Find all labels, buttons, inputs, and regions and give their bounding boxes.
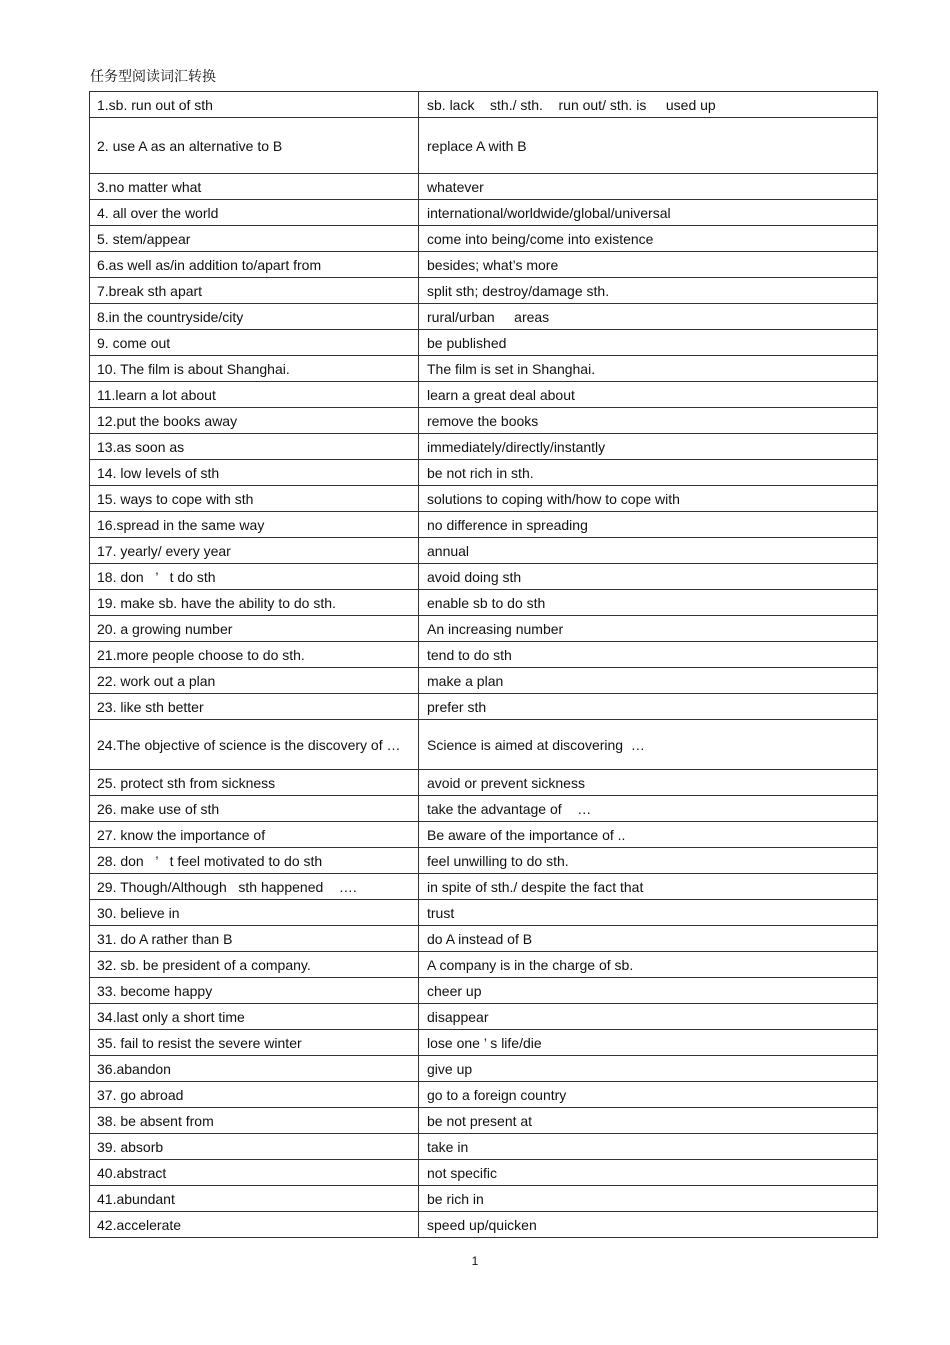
table-row: [90, 978, 878, 1004]
replacement-cell: take the advantage of …: [419, 796, 878, 822]
replacement-cell: sb. lack sth./ sth. run out/ sth. is used up: [419, 92, 878, 118]
replacement-cell: avoid doing sth: [419, 564, 878, 590]
table-row: [90, 770, 878, 796]
replacement-cell: do A instead of B: [419, 926, 878, 952]
phrase-cell: 34.last only a short time: [90, 1004, 419, 1030]
phrase-cell: 16.spread in the same way: [90, 512, 419, 538]
table-row: [90, 926, 878, 952]
replacement-cell: learn a great deal about: [419, 382, 878, 408]
phrase-cell: 4. all over the world: [90, 200, 419, 226]
replacement-cell: be published: [419, 330, 878, 356]
phrase-cell: 35. fail to resist the severe winter: [90, 1030, 419, 1056]
table-row: [90, 668, 878, 694]
table-row: [90, 1030, 878, 1056]
vocabulary-table: [89, 91, 878, 1238]
vocabulary-table-body: [90, 92, 878, 1238]
phrase-cell: 17. yearly/ every year: [90, 538, 419, 564]
phrase-cell: 28. don ’ t feel motivated to do sth: [90, 848, 419, 874]
table-row: [90, 1186, 878, 1212]
table-row: [90, 1160, 878, 1186]
replacement-cell: besides; what’s more: [419, 252, 878, 278]
replacement-cell: trust: [419, 900, 878, 926]
replacement-cell: lose one ’ s life/die: [419, 1030, 878, 1056]
phrase-cell: 13.as soon as: [90, 434, 419, 460]
replacement-cell: Be aware of the importance of ..: [419, 822, 878, 848]
phrase-cell: 8.in the countryside/city: [90, 304, 419, 330]
table-row: [90, 382, 878, 408]
replacement-cell: The film is set in Shanghai.: [419, 356, 878, 382]
table-row: [90, 460, 878, 486]
table-row: [90, 92, 878, 118]
replacement-cell: come into being/come into existence: [419, 226, 878, 252]
replacement-cell: enable sb to do sth: [419, 590, 878, 616]
replacement-cell: be not present at: [419, 1108, 878, 1134]
table-row: [90, 200, 878, 226]
table-row: [90, 304, 878, 330]
table-row: [90, 1134, 878, 1160]
replacement-cell: annual: [419, 538, 878, 564]
table-row: [90, 1108, 878, 1134]
table-row: [90, 900, 878, 926]
phrase-cell: 22. work out a plan: [90, 668, 419, 694]
table-row: [90, 434, 878, 460]
table-row: [90, 1212, 878, 1238]
replacement-cell: in spite of sth./ despite the fact that: [419, 874, 878, 900]
phrase-cell: 11.learn a lot about: [90, 382, 419, 408]
page-number: 1: [471, 1254, 479, 1268]
replacement-cell: avoid or prevent sickness: [419, 770, 878, 796]
phrase-cell: 7.break sth apart: [90, 278, 419, 304]
phrase-cell: 29. Though/Although sth happened ….: [90, 874, 419, 900]
phrase-cell: 3.no matter what: [90, 174, 419, 200]
replacement-cell: speed up/quicken: [419, 1212, 878, 1238]
table-row: [90, 564, 878, 590]
replacement-cell: take in: [419, 1134, 878, 1160]
phrase-cell: 15. ways to cope with sth: [90, 486, 419, 512]
table-row: [90, 278, 878, 304]
phrase-cell: 5. stem/appear: [90, 226, 419, 252]
table-row: [90, 330, 878, 356]
replacement-cell: whatever: [419, 174, 878, 200]
table-row: [90, 118, 878, 174]
phrase-cell: 38. be absent from: [90, 1108, 419, 1134]
replacement-cell: Science is aimed at discovering …: [419, 720, 878, 770]
replacement-cell: tend to do sth: [419, 642, 878, 668]
table-row: [90, 408, 878, 434]
phrase-cell: 20. a growing number: [90, 616, 419, 642]
table-row: [90, 174, 878, 200]
phrase-cell: 24.The objective of science is the discovery of …: [90, 720, 419, 770]
replacement-cell: remove the books: [419, 408, 878, 434]
phrase-cell: 30. believe in: [90, 900, 419, 926]
replacement-cell: be rich in: [419, 1186, 878, 1212]
phrase-cell: 2. use A as an alternative to B: [90, 118, 419, 174]
replacement-cell: be not rich in sth.: [419, 460, 878, 486]
table-row: [90, 694, 878, 720]
table-row: [90, 252, 878, 278]
phrase-cell: 32. sb. be president of a company.: [90, 952, 419, 978]
replacement-cell: solutions to coping with/how to cope with: [419, 486, 878, 512]
table-row: [90, 356, 878, 382]
phrase-cell: 31. do A rather than B: [90, 926, 419, 952]
table-row: [90, 538, 878, 564]
phrase-cell: 36.abandon: [90, 1056, 419, 1082]
phrase-cell: 6.as well as/in addition to/apart from: [90, 252, 419, 278]
table-row: [90, 874, 878, 900]
phrase-cell: 25. protect sth from sickness: [90, 770, 419, 796]
phrase-cell: 12.put the books away: [90, 408, 419, 434]
phrase-cell: 9. come out: [90, 330, 419, 356]
replacement-cell: feel unwilling to do sth.: [419, 848, 878, 874]
table-row: [90, 848, 878, 874]
replacement-cell: replace A with B: [419, 118, 878, 174]
table-row: [90, 720, 878, 770]
phrase-cell: 26. make use of sth: [90, 796, 419, 822]
table-row: [90, 616, 878, 642]
table-row: [90, 590, 878, 616]
replacement-cell: cheer up: [419, 978, 878, 1004]
table-row: [90, 642, 878, 668]
phrase-cell: 37. go abroad: [90, 1082, 419, 1108]
table-row: [90, 952, 878, 978]
replacement-cell: immediately/directly/instantly: [419, 434, 878, 460]
replacement-cell: rural/urban areas: [419, 304, 878, 330]
replacement-cell: split sth; destroy/damage sth.: [419, 278, 878, 304]
table-row: [90, 512, 878, 538]
replacement-cell: give up: [419, 1056, 878, 1082]
phrase-cell: 42.accelerate: [90, 1212, 419, 1238]
phrase-cell: 23. like sth better: [90, 694, 419, 720]
phrase-cell: 39. absorb: [90, 1134, 419, 1160]
phrase-cell: 41.abundant: [90, 1186, 419, 1212]
replacement-cell: go to a foreign country: [419, 1082, 878, 1108]
replacement-cell: international/worldwide/global/universal: [419, 200, 878, 226]
phrase-cell: 19. make sb. have the ability to do sth.: [90, 590, 419, 616]
table-row: [90, 1056, 878, 1082]
table-row: [90, 486, 878, 512]
replacement-cell: A company is in the charge of sb.: [419, 952, 878, 978]
phrase-cell: 40.abstract: [90, 1160, 419, 1186]
replacement-cell: make a plan: [419, 668, 878, 694]
table-row: [90, 1082, 878, 1108]
phrase-cell: 14. low levels of sth: [90, 460, 419, 486]
phrase-cell: 1.sb. run out of sth: [90, 92, 419, 118]
replacement-cell: disappear: [419, 1004, 878, 1030]
phrase-cell: 33. become happy: [90, 978, 419, 1004]
replacement-cell: An increasing number: [419, 616, 878, 642]
replacement-cell: not specific: [419, 1160, 878, 1186]
replacement-cell: prefer sth: [419, 694, 878, 720]
phrase-cell: 18. don ’ t do sth: [90, 564, 419, 590]
replacement-cell: no difference in spreading: [419, 512, 878, 538]
document-title: 任务型阅读词汇转换: [90, 69, 216, 85]
table-row: [90, 796, 878, 822]
table-row: [90, 226, 878, 252]
table-row: [90, 1004, 878, 1030]
phrase-cell: 10. The film is about Shanghai.: [90, 356, 419, 382]
phrase-cell: 21.more people choose to do sth.: [90, 642, 419, 668]
phrase-cell: 27. know the importance of: [90, 822, 419, 848]
table-row: [90, 822, 878, 848]
